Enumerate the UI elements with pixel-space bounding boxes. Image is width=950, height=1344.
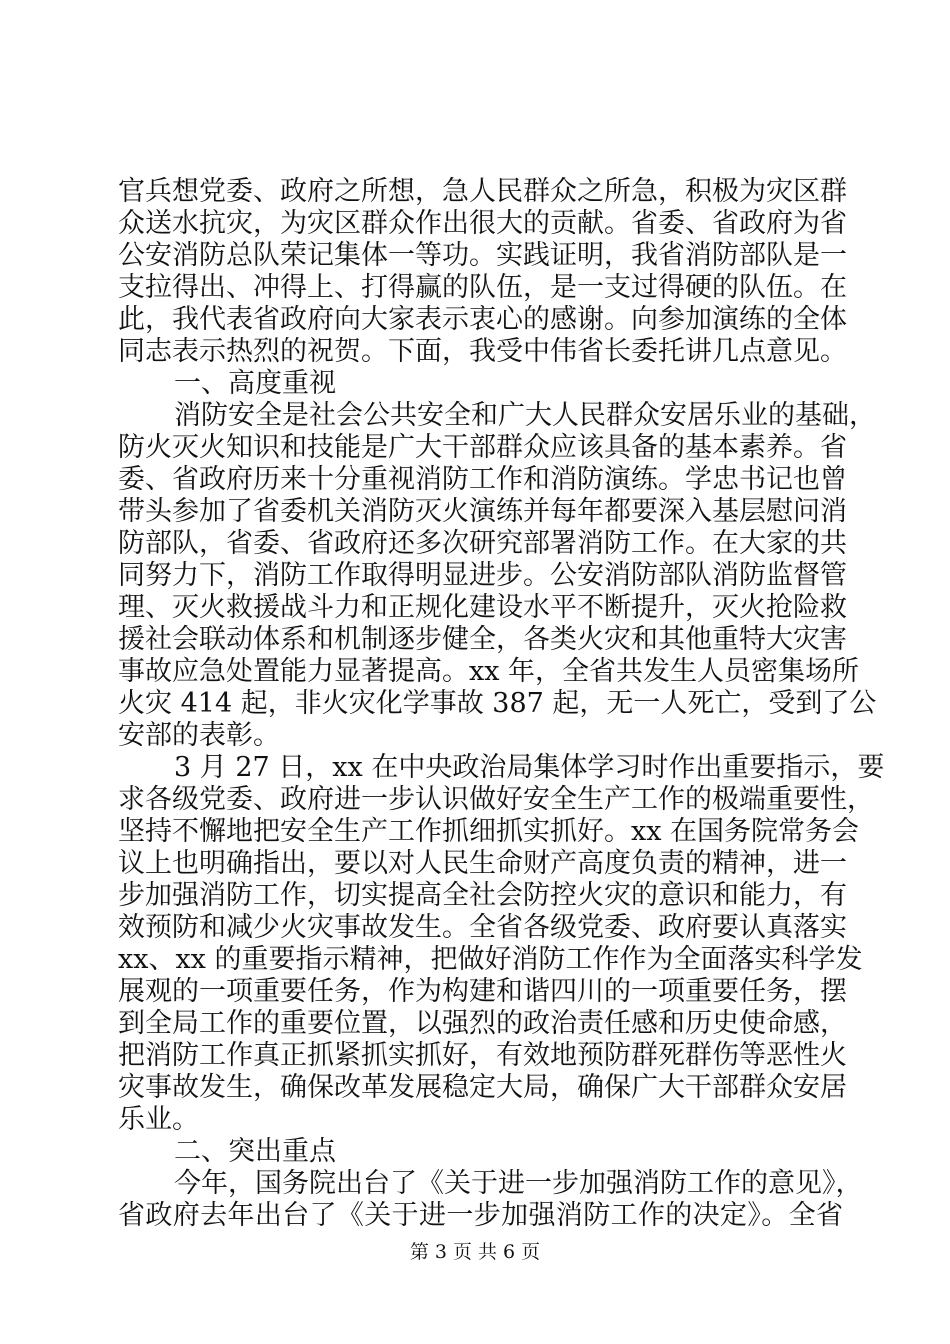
- text-line: 乐业。: [118, 1104, 199, 1135]
- text-line: 步加强消防工作，切实提高全社会防控火灾的意识和能力，有: [118, 880, 847, 911]
- text-line: 委、省政府历来十分重视消防工作和消防演练。学忠书记也曾: [118, 464, 847, 495]
- text-line: 3 月 27 日，xx 在中央政治局集体学习时作出重要指示，要: [174, 752, 885, 783]
- text-line: 求各级党委、政府进一步认识做好安全生产工作的极端重要性，: [118, 784, 874, 815]
- section-heading: 二、突出重点: [174, 1136, 336, 1167]
- text-line: 此，我代表省政府向大家表示衷心的感谢。向参加演练的全体: [118, 304, 847, 335]
- text-line: 援社会联动体系和机制逐步健全，各类火灾和其他重特大灾害: [118, 624, 847, 655]
- text-line: 今年，国务院出台了《关于进一步加强消防工作的意见》，: [174, 1168, 863, 1199]
- text-line: 防部队，省委、省政府还多次研究部署消防工作。在大家的共: [118, 528, 847, 559]
- section-heading: 一、高度重视: [174, 368, 336, 399]
- text-line: 效预防和减少火灾事故发生。全省各级党委、政府要认真落实: [118, 912, 847, 943]
- page-number: 第 3 页 共 6 页: [409, 1241, 541, 1263]
- text-line: 理、灭火救援战斗力和正规化建设水平不断提升，灭火抢险救: [118, 592, 847, 623]
- text-line: xx、xx 的重要指示精神，把做好消防工作作为全面落实科学发: [118, 944, 863, 975]
- text-line: 同志表示热烈的祝贺。下面，我受中伟省长委托讲几点意见。: [118, 336, 847, 367]
- text-line: 到全局工作的重要位置，以强烈的政治责任感和历史使命感，: [118, 1008, 847, 1039]
- text-line: 防火灭火知识和技能是广大干部群众应该具备的基本素养。省: [118, 432, 847, 463]
- text-line: 官兵想党委、政府之所想，急人民群众之所急，积极为灾区群: [118, 176, 847, 207]
- text-line: 支拉得出、冲得上、打得赢的队伍，是一支过得硬的队伍。在: [118, 272, 847, 303]
- text-line: 公安消防总队荣记集体一等功。实践证明，我省消防部队是一: [118, 240, 847, 271]
- document-body: [118, 176, 885, 1232]
- text-line: 火灾 414 起，非火灾化学事故 387 起，无一人死亡，受到了公: [118, 688, 877, 719]
- text-line: 带头参加了省委机关消防灭火演练并每年都要深入基层慰问消: [118, 496, 847, 527]
- text-line: 事故应急处置能力显著提高。xx 年，全省共发生人员密集场所: [118, 656, 860, 687]
- text-line: 同努力下，消防工作取得明显进步。公安消防部队消防监督管: [118, 560, 847, 591]
- text-line: 省政府去年出台了《关于进一步加强消防工作的决定》。全省: [118, 1200, 843, 1231]
- text-line: 众送水抗灾，为灾区群众作出很大的贡献。省委、省政府为省: [118, 208, 847, 239]
- text-line: 消防安全是社会公共安全和广大人民群众安居乐业的基础，: [174, 400, 876, 431]
- text-line: 展观的一项重要任务，作为构建和谐四川的一项重要任务，摆: [118, 976, 847, 1007]
- text-line: 灾事故发生，确保改革发展稳定大局，确保广大干部群众安居: [118, 1072, 847, 1103]
- text-line: 议上也明确指出，要以对人民生命财产高度负责的精神，进一: [118, 848, 847, 879]
- text-line: 坚持不懈地把安全生产工作抓细抓实抓好。xx 在国务院常务会: [118, 816, 860, 847]
- text-line: 把消防工作真正抓紧抓实抓好，有效地预防群死群伤等恶性火: [118, 1040, 847, 1071]
- text-line: 安部的表彰。: [118, 720, 280, 751]
